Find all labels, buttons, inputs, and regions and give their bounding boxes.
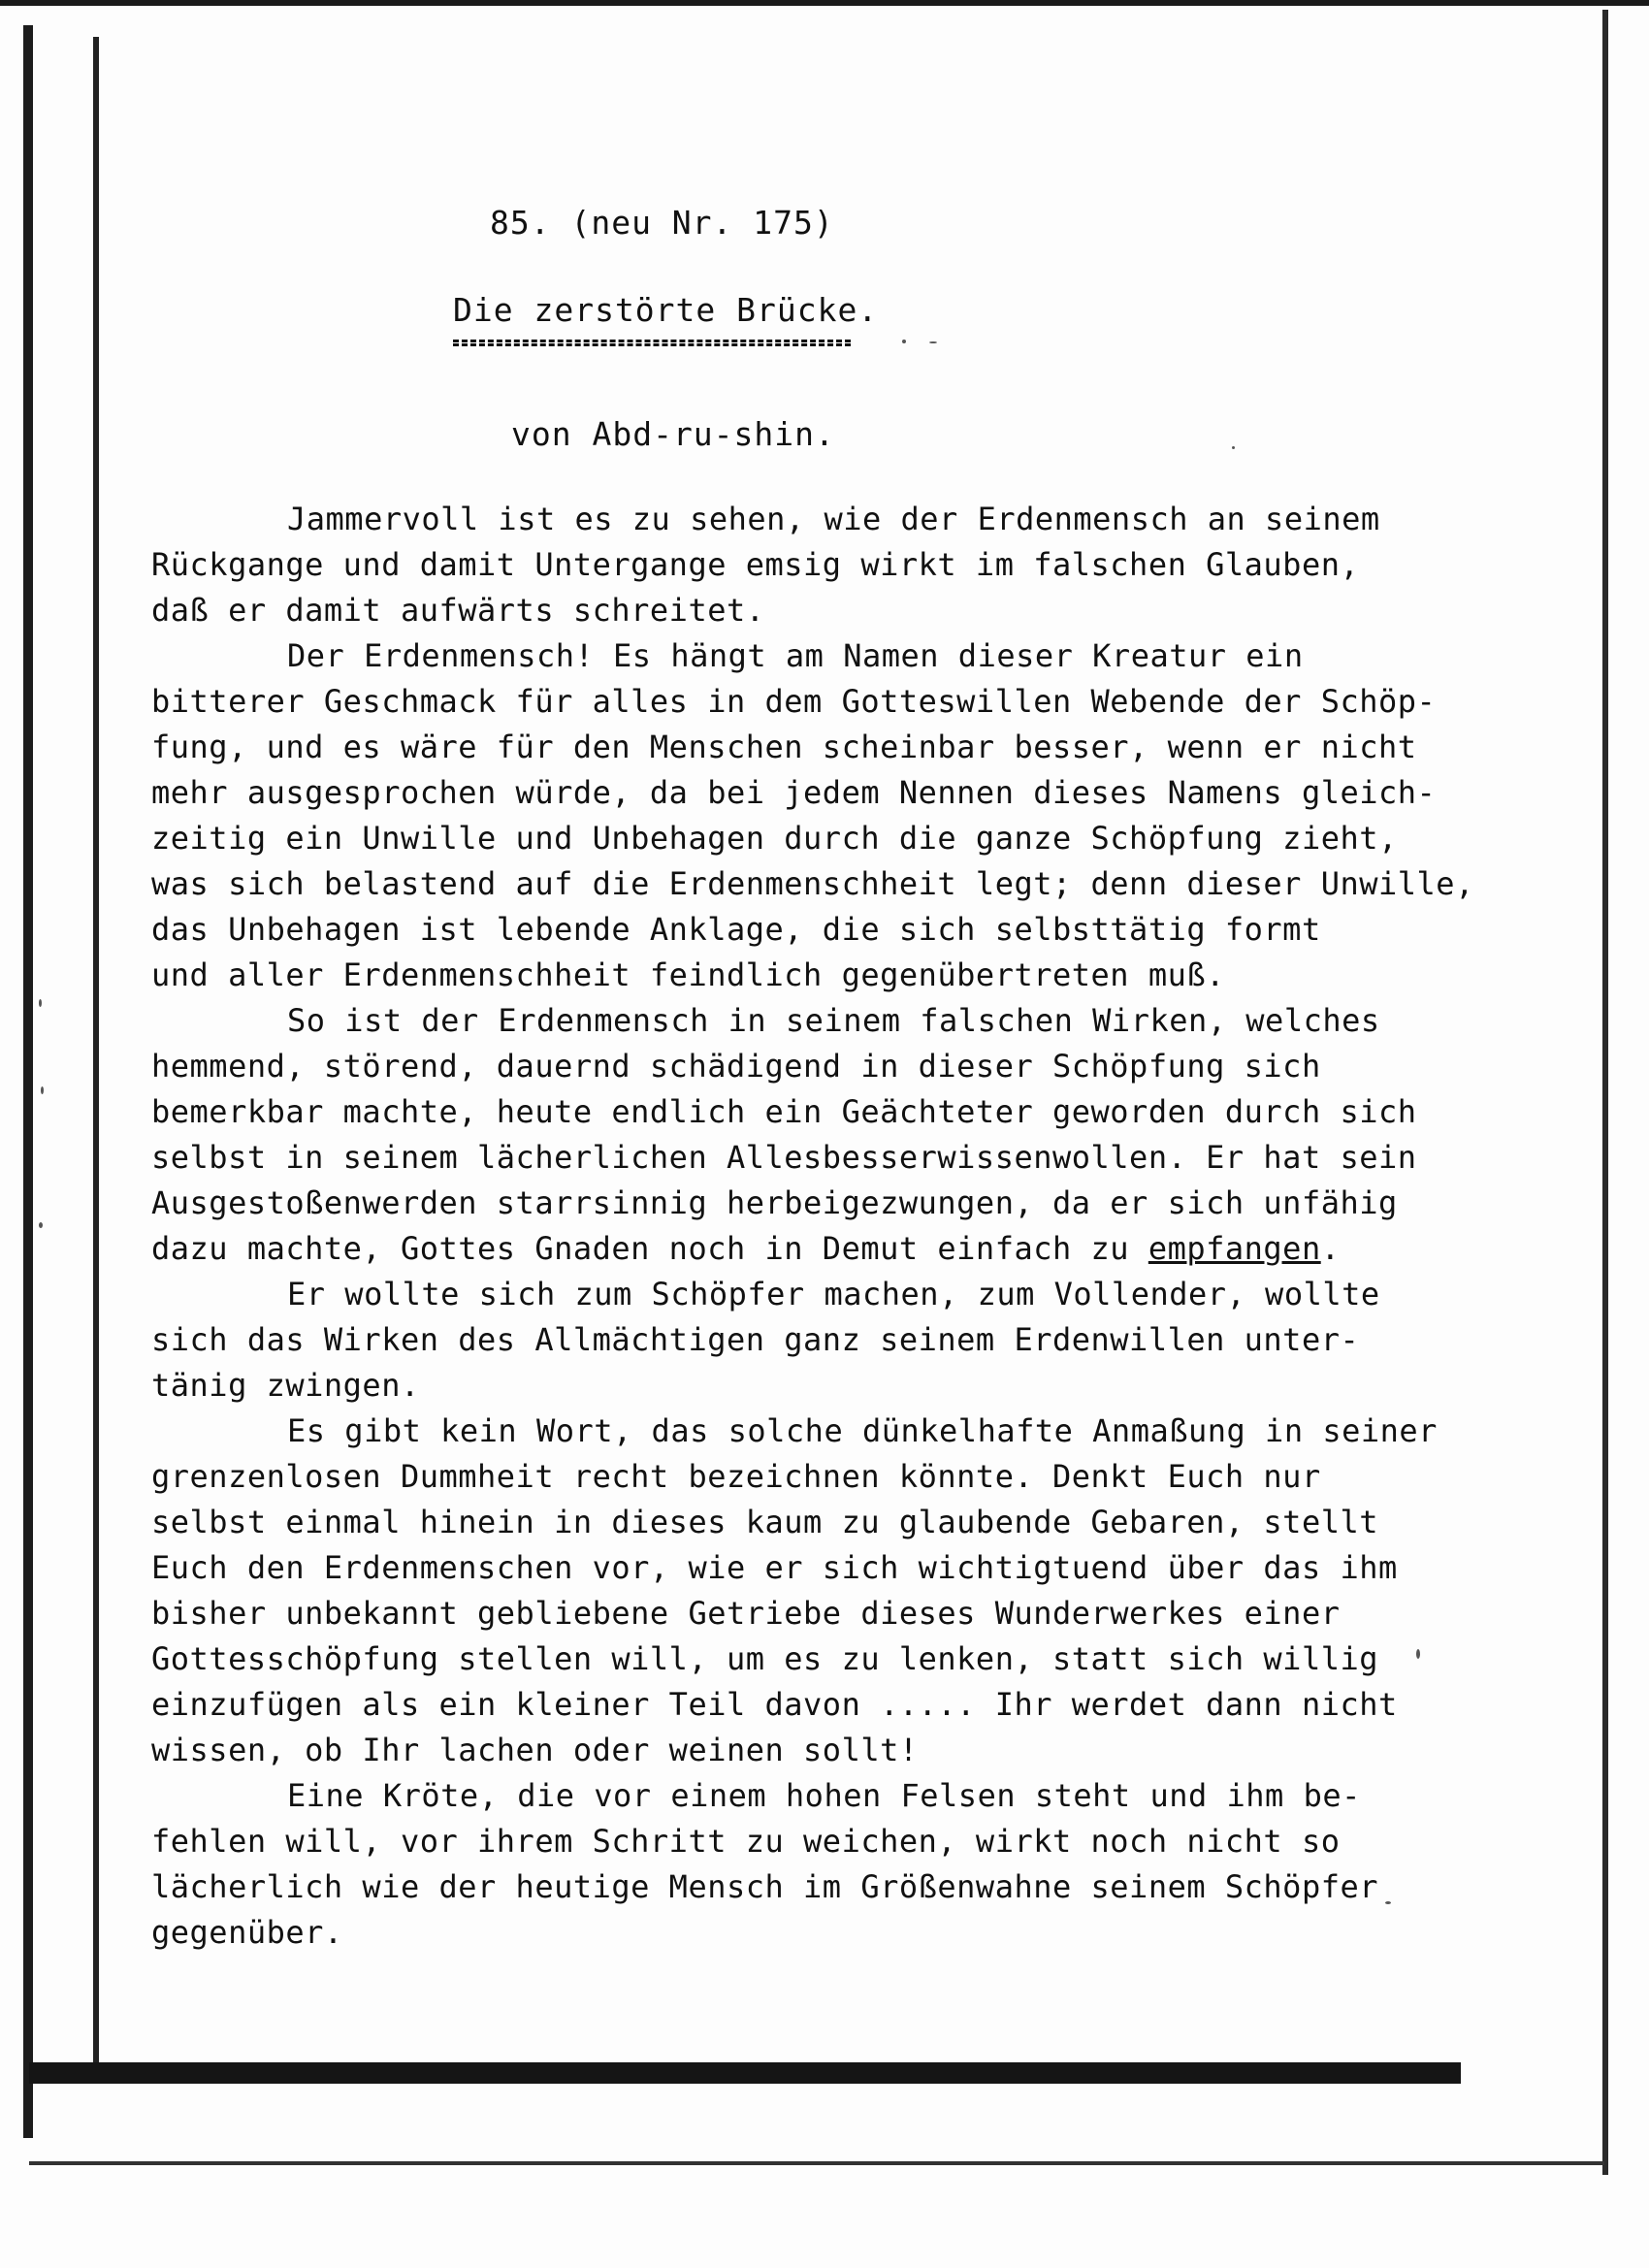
text-line: Der Erdenmensch! Es hängt am Namen dieser Kreatur ein: [287, 637, 1304, 674]
text-line: mehr ausgesprochen würde, da bei jedem Nennen dieses Namens gleich-: [151, 774, 1437, 811]
scan-speck: [902, 340, 906, 343]
lecture-number: 85. (neu Nr. 175): [490, 204, 834, 242]
scan-border-bottom: [29, 2062, 1461, 2084]
scan-speck: [1385, 1901, 1391, 1904]
text-line: wissen, ob Ihr lachen oder weinen sollt!: [151, 1732, 919, 1768]
text-line: gegenüber.: [151, 1914, 343, 1951]
scan-border-left-outer: [23, 25, 33, 2138]
text-line: fung, und es wäre für den Menschen scheinbar besser, wenn er nicht: [151, 729, 1417, 765]
text-line: tänig zwingen.: [151, 1367, 420, 1404]
text-line: hemmend, störend, dauernd schädigend in dieser Schöpfung sich: [151, 1048, 1321, 1085]
paragraph: [151, 497, 1412, 633]
text-line: selbst einmal hinein in dieses kaum zu glaubende Gebaren, stellt: [151, 1504, 1378, 1540]
body-text: [151, 497, 1474, 1956]
text-line: Er wollte sich zum Schöpfer machen, zum Vollender, wollte: [287, 1276, 1380, 1312]
scan-speck: [929, 341, 937, 343]
text-line: einzufügen als ein kleiner Teil davon ..... Ihr werdet dann nicht: [151, 1686, 1398, 1723]
text-line: was sich belastend auf die Erdenmenschheit legt; denn dieser Unwille,: [151, 865, 1474, 902]
text-line: das Unbehagen ist lebende Anklage, die sich selbsttätig formt: [151, 911, 1321, 948]
text-line: daß er damit aufwärts schreitet.: [151, 592, 765, 629]
text-line: Euch den Erdenmenschen vor, wie er sich wichtigtuend über das ihm: [151, 1549, 1398, 1586]
paragraph: [151, 1409, 1438, 1773]
text-line: bemerkbar machte, heute endlich ein Geächteter geworden durch sich: [151, 1093, 1417, 1130]
text-line: Es gibt kein Wort, das solche dünkelhafte Anmaßung in seiner: [287, 1412, 1438, 1449]
scan-border-right: [1602, 10, 1608, 2175]
text-line: bisher unbekannt gebliebene Getriebe dieses Wunderwerkes einer: [151, 1595, 1341, 1632]
text-line: bitterer Geschmack für alles in dem Gotteswillen Webende der Schöp-: [151, 683, 1437, 720]
paragraph: [151, 1773, 1412, 1956]
scan-border-bottom-thin: [29, 2161, 1604, 2165]
text-line: Gottesschöpfung stellen will, um es zu lenken, statt sich willig: [151, 1640, 1378, 1677]
text-line: Ausgestoßenwerden starrsinnig herbeigezwungen, da er sich unfähig: [151, 1184, 1398, 1221]
scan-speck: [39, 1222, 43, 1228]
text-line: lächerlich wie der heutige Mensch im Größenwahne seinem Schöpfer: [151, 1868, 1378, 1905]
paragraph: [151, 1272, 1412, 1409]
text-line-start: dazu machte, Gottes Gnaden noch in Demut einfach zu: [151, 1230, 1148, 1267]
text-line: Jammervoll ist es zu sehen, wie der Erdenmensch an seinem: [287, 501, 1380, 537]
title-underline: [453, 340, 851, 346]
scan-speck: [1232, 446, 1235, 449]
scan-speck: [41, 1086, 44, 1094]
paragraph: [151, 998, 1417, 1272]
scan-border-top: [0, 0, 1649, 6]
scan-border-left-inner: [93, 37, 99, 2074]
text-line: Rückgange und damit Untergange emsig wirkt im falschen Glauben,: [151, 546, 1360, 583]
text-line: Eine Kröte, die vor einem hohen Felsen steht und ihm be-: [287, 1777, 1361, 1814]
text-line: [151, 1226, 1412, 1272]
text-line: grenzenlosen Dummheit recht bezeichnen könnte. Denkt Euch nur: [151, 1458, 1321, 1495]
underlined-word: empfangen: [1148, 1230, 1321, 1267]
text-line: So ist der Erdenmensch in seinem falschen Wirken, welches: [287, 1002, 1380, 1039]
text-line-end: .: [1320, 1230, 1341, 1267]
author-line: von Abd-ru-shin.: [511, 415, 835, 453]
text-line: zeitig ein Unwille und Unbehagen durch die ganze Schöpfung zieht,: [151, 820, 1398, 857]
scan-speck: [1416, 1649, 1420, 1659]
text-line: sich das Wirken des Allmächtigen ganz seinem Erdenwillen unter-: [151, 1321, 1360, 1358]
page-title: Die zerstörte Brücke.: [453, 291, 879, 329]
scan-speck: [39, 999, 42, 1007]
text-line: fehlen will, vor ihrem Schritt zu weichen, wirkt noch nicht so: [151, 1823, 1341, 1860]
paragraph: [151, 633, 1474, 998]
text-line: selbst in seinem lächerlichen Allesbesserwissenwollen. Er hat sein: [151, 1139, 1417, 1176]
text-line: und aller Erdenmenschheit feindlich gegenübertreten muß.: [151, 956, 1225, 993]
